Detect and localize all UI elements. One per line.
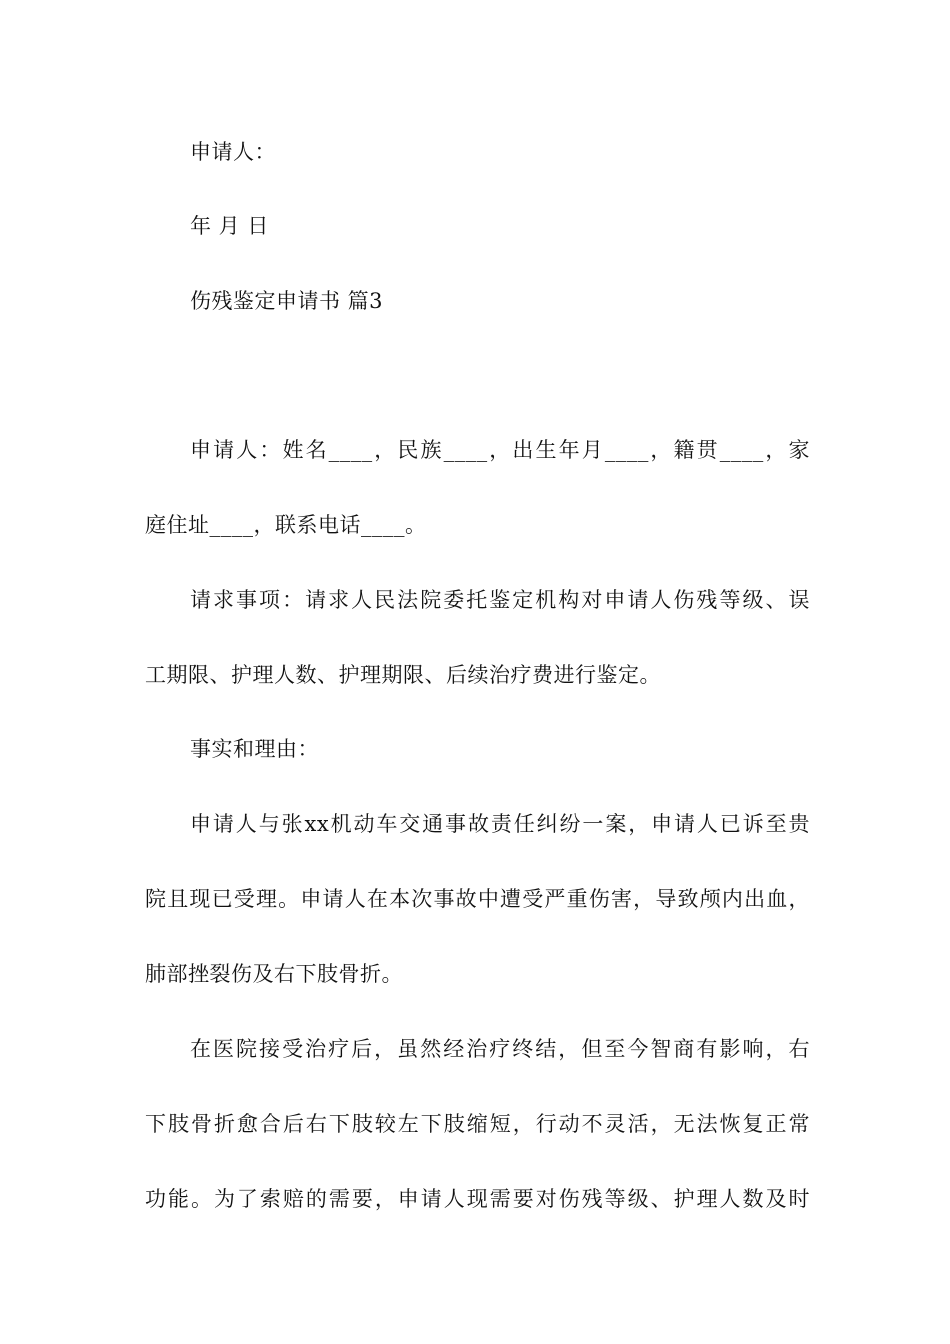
treatment-line-3: 功能。为了索赔的需要，申请人现需要对伤残等级、护理人数及时 (145, 1187, 810, 1211)
facts-line-3: 肺部挫裂伤及右下肢骨折。 (145, 962, 403, 986)
facts-heading: 事实和理由： (190, 737, 319, 761)
facts-line-2: 院且现已受理。申请人在本次事故中遭受严重伤害，导致颅内出血， (145, 887, 810, 911)
section-title: 伤残鉴定申请书 篇3 (190, 289, 384, 313)
applicant-info-line-2: 庭住址____，联系电话____。 (145, 513, 427, 537)
treatment-line-1: 在医院接受治疗后，虽然经治疗终结，但至今智商有影响，右 (190, 1037, 810, 1061)
request-line-2: 工期限、护理人数、护理期限、后续治疗费进行鉴定。 (145, 663, 661, 687)
treatment-line-2: 下肢骨折愈合后右下肢较左下肢缩短，行动不灵活，无法恢复正常 (145, 1112, 810, 1136)
date-placeholder: 年 月 日 (190, 214, 269, 238)
applicant-signature-label: 申请人： (190, 140, 276, 164)
request-line-1: 请求事项：请求人民法院委托鉴定机构对申请人伤残等级、误 (190, 588, 810, 612)
applicant-info-line-1: 申请人：姓名____，民族____，出生年月____，籍贯____，家 (190, 438, 810, 462)
facts-line-1: 申请人与张xx机动车交通事故责任纠纷一案，申请人已诉至贵 (190, 812, 810, 836)
